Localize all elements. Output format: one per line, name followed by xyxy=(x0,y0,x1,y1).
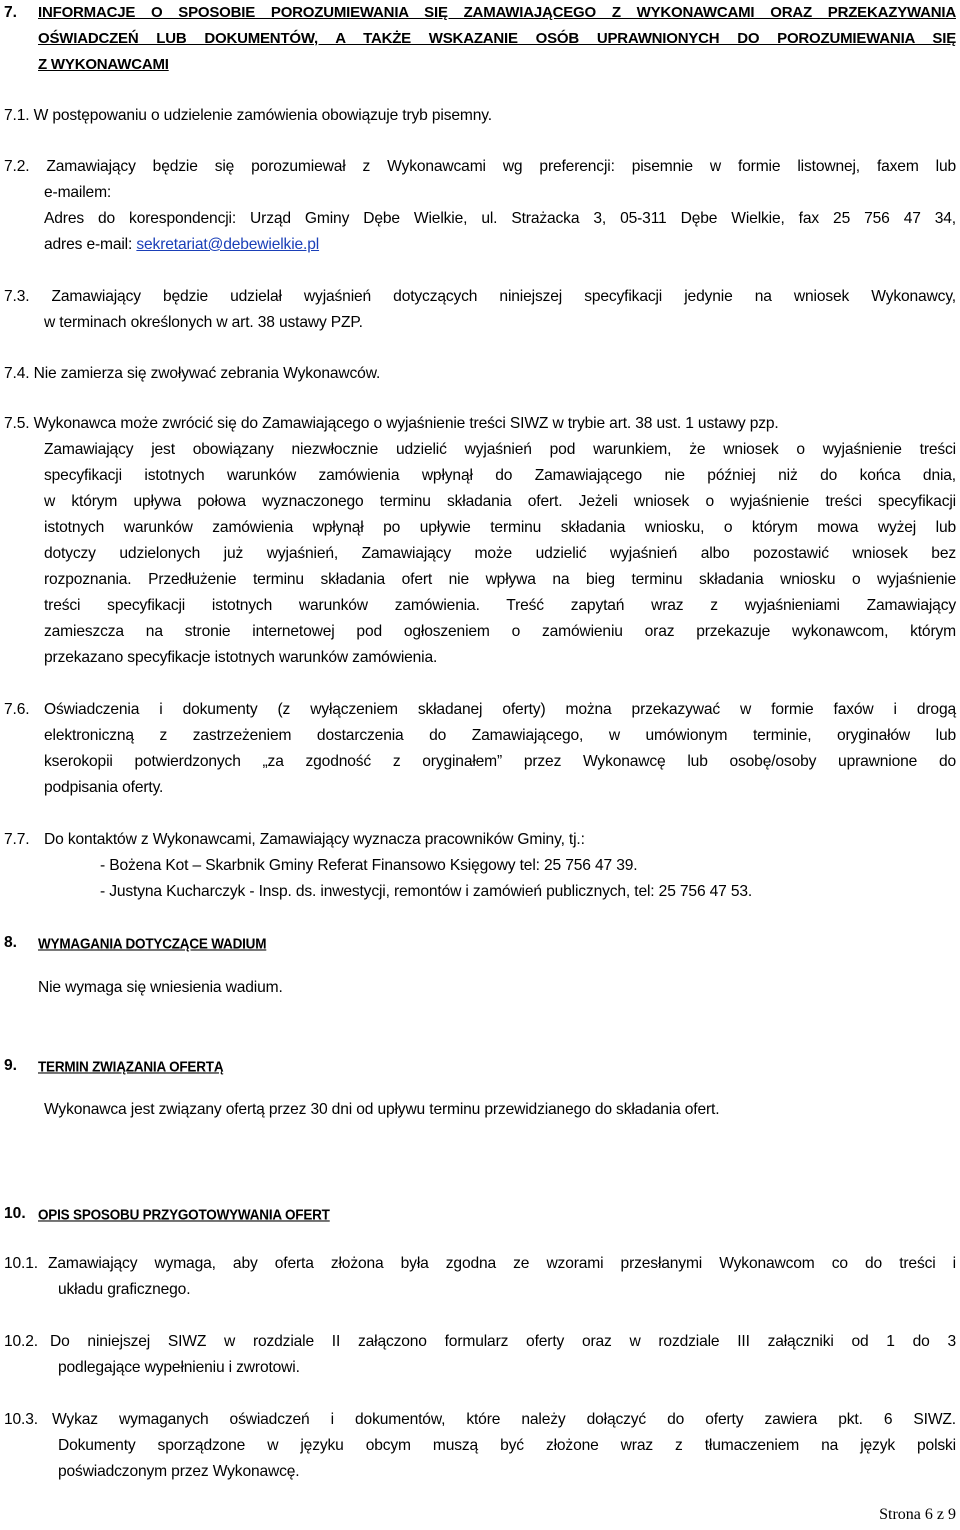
paragraph-7-5-line-8: treści specyfikacji istotnych warunków zamówienia. Treść zapytań wraz z wyjaśnieniami Zamawiający xyxy=(44,597,956,614)
section-9-number: 9. xyxy=(4,1057,18,1074)
contact-person-1: - Bożena Kot – Skarbnik Gminy Referat Finansowo Księgowy tel: 25 756 47 39. xyxy=(100,857,638,874)
paragraph-10-1-line-1: Zamawiający wymaga, aby oferta złożona była zgodna ze wzorami przesłanymi Wykonawcom co do treści i xyxy=(48,1255,956,1272)
paragraph-7-3-line-2: w terminach określonych w art. 38 ustawy PZP. xyxy=(44,314,363,331)
paragraph-10-2-line-1: Do niniejszej SIWZ w rozdziale II załączono formularz oferty oraz w rozdziale III załączniki od 1 do 3 xyxy=(50,1333,956,1350)
paragraph-7-2-address: Adres do korespondencji: Urząd Gminy Dębe Wielkie, ul. Strażacka 3, 05-311 Dębe Wielkie, fax 25 756 47 34, xyxy=(44,210,956,227)
paragraph-7-5-line-4: w którym upływa połowa wyznaczonego terminu składania ofert. Jeżeli wniosek o wyjaśnienie treści specyfikacji xyxy=(44,493,956,510)
paragraph-10-3-label: 10.3. xyxy=(4,1411,38,1428)
paragraph-10-3-line-1: Wykaz wymaganych oświadczeń i dokumentów, które należy dołączyć do oferty zawiera pkt. 6 SIWZ. xyxy=(52,1411,956,1428)
page-number-footer: Strona 6 z 9 xyxy=(879,1506,956,1523)
section-10-number: 10. xyxy=(4,1205,26,1222)
paragraph-7-2-line-1: 7.2. Zamawiający będzie się porozumiewał z Wykonawcami wg preferencji: pisemnie w formie listownej, faxem lub xyxy=(4,158,956,175)
paragraph-7-5-line-7: rozpoznania. Przedłużenie terminu składania ofert nie wpływa na bieg terminu składania wniosku o wyjaśnienie xyxy=(44,571,956,588)
paragraph-7-3-line-1: 7.3. Zamawiający będzie udzielał wyjaśnień dotyczących niniejszej specyfikacji jedynie na wniosek Wykonawcy, xyxy=(4,288,956,305)
section-7-heading-line-1: INFORMACJE O SPOSOBIE POROZUMIEWANIA SIĘ ZAMAWIAJĄCEGO Z WYKONAWCAMI ORAZ PRZEKAZYWANIA xyxy=(38,4,956,21)
paragraph-7-2-line-2: e-mailem: xyxy=(44,184,112,201)
section-7-heading-line-3: Z WYKONAWCAMI xyxy=(38,56,169,73)
paragraph-10-2-line-2: podlegające wypełnieniu i zwrotowi. xyxy=(58,1359,300,1376)
contact-person-2: - Justyna Kucharczyk - Insp. ds. inwestycji, remontów i zamówień publicznych, tel: 25 756 47 53. xyxy=(100,883,753,900)
section-8-body: Nie wymaga się wniesienia wadium. xyxy=(38,979,283,996)
paragraph-7-6-line-3: kserokopii potwierdzonych „za zgodność z oryginałem” przez Wykonawcę lub osobę/osoby uprawnione do xyxy=(44,753,956,770)
paragraph-7-4: 7.4. Nie zamierza się zwoływać zebrania Wykonawców. xyxy=(4,365,381,382)
paragraph-10-1-line-2: układu graficznego. xyxy=(58,1281,191,1298)
paragraph-10-1-label: 10.1. xyxy=(4,1255,38,1272)
email-prefix: adres e-mail: xyxy=(44,236,137,253)
section-7-heading-line-2: OŚWIADCZEŃ LUB DOKUMENTÓW, A TAKŻE WSKAZANIE OSÓB UPRAWNIONYCH DO POROZUMIEWANIA SIĘ xyxy=(38,30,956,47)
paragraph-10-3-line-2: Dokumenty sporządzone w języku obcym muszą być złożone wraz z tłumaczeniem na język polski xyxy=(58,1437,956,1454)
paragraph-10-2-label: 10.2. xyxy=(4,1333,38,1350)
paragraph-7-1: 7.1. W postępowaniu o udzielenie zamówienia obowiązuje tryb pisemny. xyxy=(4,107,492,124)
email-link[interactable]: sekretariat@debewielkie.pl xyxy=(136,236,320,253)
paragraph-7-6-label: 7.6. xyxy=(4,701,30,718)
paragraph-7-2-email-line xyxy=(44,232,319,259)
paragraph-7-5-line-1: 7.5. Wykonawca może zwrócić się do Zamawiającego o wyjaśnienie treści SIWZ w trybie art. 38 ust. 1 ustawy pzp. xyxy=(4,415,779,432)
paragraph-7-6-line-1: Oświadczenia i dokumenty (z wyłączeniem składanej oferty) można przekazywać w formie faxów i drogą xyxy=(44,701,956,718)
paragraph-7-5-line-5: istotnych warunków zamówienia wpłynął po upływie terminu składania wniosku, o którym mowa wyżej lub xyxy=(44,519,956,536)
section-9-heading: TERMIN ZWIĄZANIA OFERTĄ xyxy=(38,1058,224,1075)
paragraph-7-5-line-6: dotyczy udzielonych już wyjaśnień, Zamawiający może udzielić wyjaśnień albo pozostawić wniosek bez xyxy=(44,545,956,562)
section-8-number: 8. xyxy=(4,934,18,951)
paragraph-7-5-line-10: przekazano specyfikacje istotnych warunków zamówienia. xyxy=(44,649,438,666)
paragraph-7-7: Do kontaktów z Wykonawcami, Zamawiający wyznacza pracowników Gminy, tj.: xyxy=(44,831,585,848)
paragraph-7-6-line-2: elektroniczną z zastrzeżeniem dostarczenia do Zamawiającego, w umówionym terminie, oryginałów lub xyxy=(44,727,956,744)
paragraph-7-5-line-9: zamieszcza na stronie internetowej pod ogłoszeniem o zamówieniu oraz przekazuje wykonawcom, którym xyxy=(44,623,956,640)
section-8-heading: WYMAGANIA DOTYCZĄCE WADIUM xyxy=(38,935,267,952)
section-9-body: Wykonawca jest związany ofertą przez 30 dni od upływu terminu przewidzianego do składania ofert. xyxy=(44,1101,720,1118)
paragraph-7-7-label: 7.7. xyxy=(4,831,30,848)
paragraph-10-3-line-3: poświadczonym przez Wykonawcę. xyxy=(58,1463,300,1480)
section-10-heading: OPIS SPOSOBU PRZYGOTOWYWANIA OFERT xyxy=(38,1206,330,1223)
paragraph-7-6-line-4: podpisania oferty. xyxy=(44,779,164,796)
paragraph-7-5-line-3: specyfikacji istotnych warunków zamówienia wpłynął do Zamawiającego nie później niż do końca dnia, xyxy=(44,467,956,484)
section-7-number: 7. xyxy=(4,4,18,21)
paragraph-7-5-line-2: Zamawiający jest obowiązany niezwłocznie udzielić wyjaśnień pod warunkiem, że wniosek o wyjaśnienie treści xyxy=(44,441,956,458)
